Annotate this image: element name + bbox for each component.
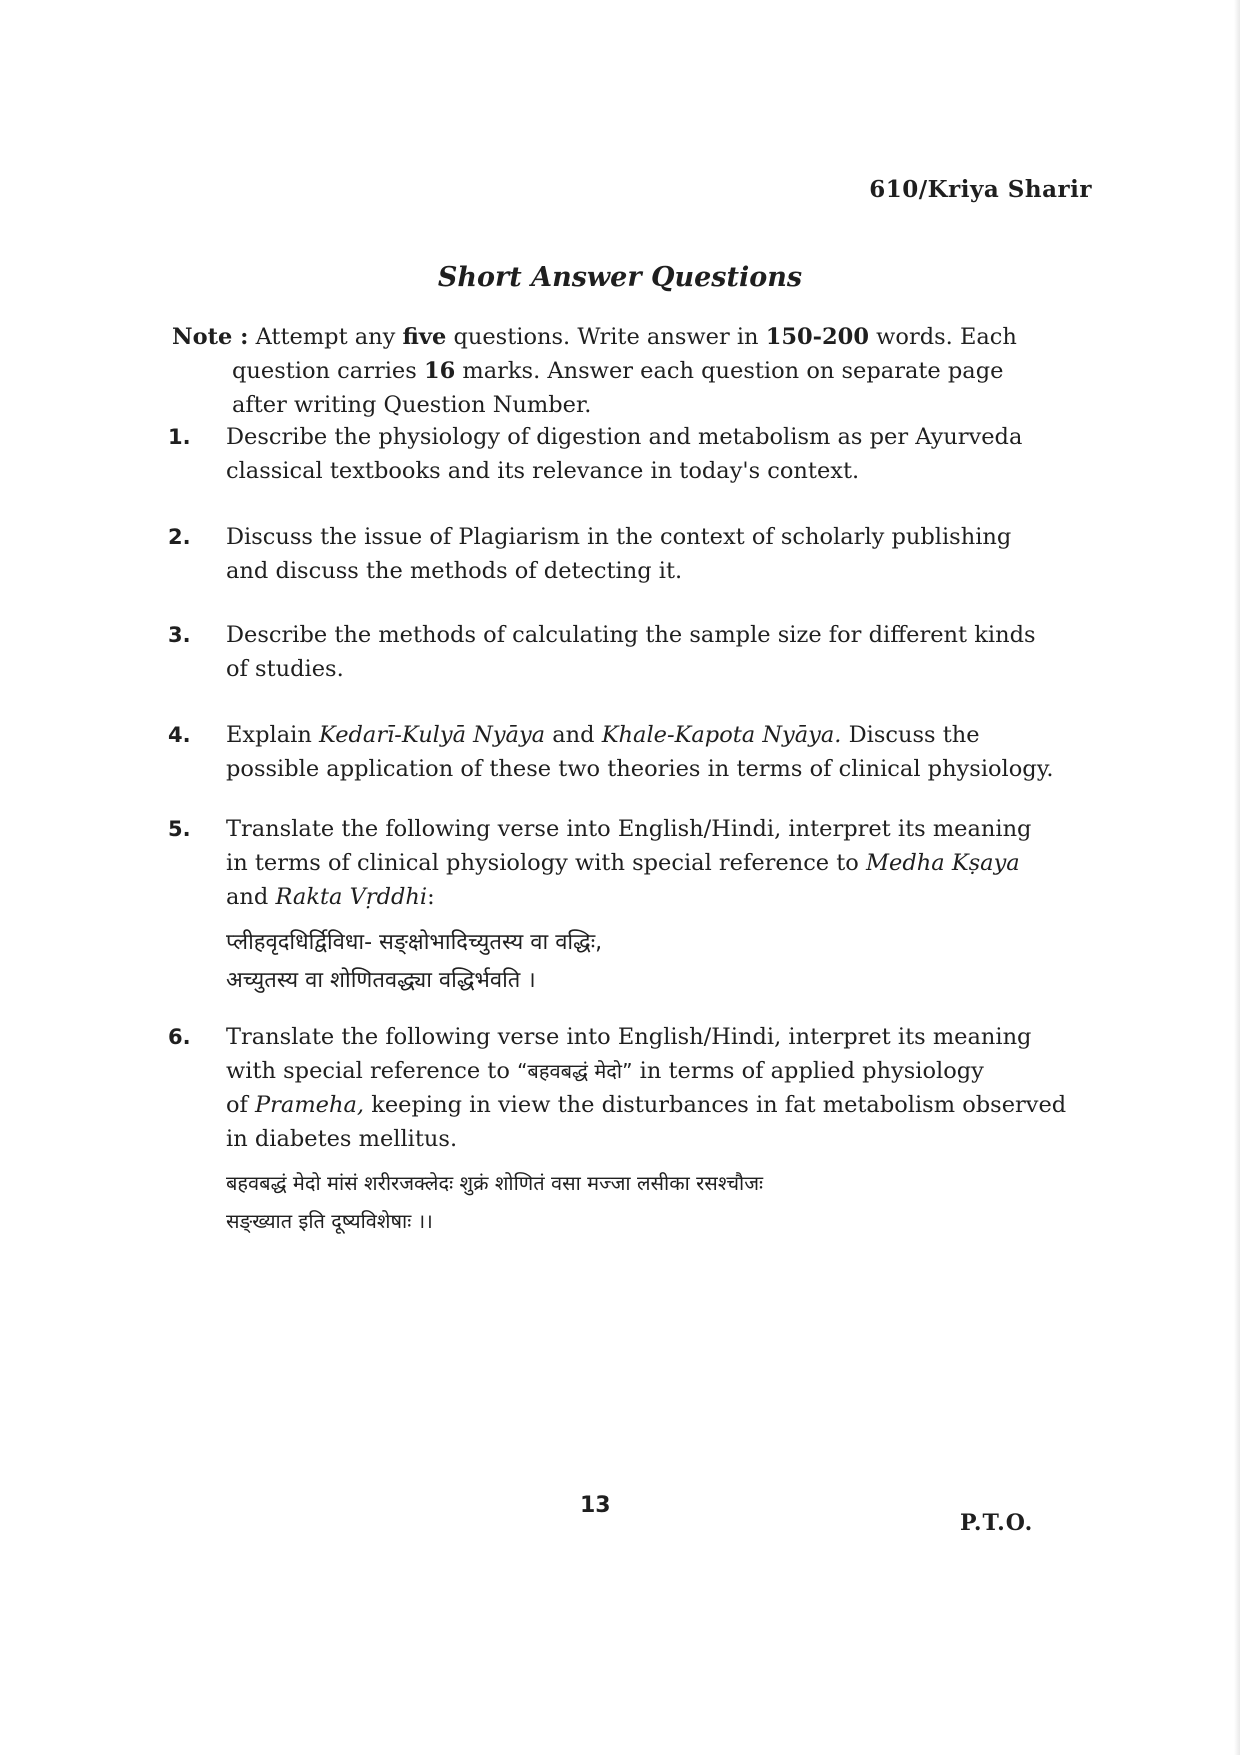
question-line: in diabetes mellitus. xyxy=(226,1126,458,1152)
question-number: 5. xyxy=(168,817,191,841)
question-fragment: and xyxy=(552,722,595,748)
question-fragment: with special reference to xyxy=(226,1058,510,1084)
question-line: Translate the following verse into English/Hindi, interpret its meaning xyxy=(226,1024,1032,1050)
sanskrit-term: Rakta Vṛddhi xyxy=(275,884,428,910)
question-number: 2. xyxy=(168,525,191,549)
question-line: possible application of these two theories in terms of clinical physiology. xyxy=(226,756,1054,782)
question-line xyxy=(226,880,1088,914)
scan-edge-shadow xyxy=(1234,0,1240,1755)
question-fragment: and xyxy=(226,884,269,910)
question-text xyxy=(226,420,1088,488)
sanskrit-term: Khale-Kapota Nyāya. xyxy=(601,722,842,748)
note-text: words. Each xyxy=(876,324,1017,350)
question-text xyxy=(226,618,1088,686)
note-count: five xyxy=(402,324,447,350)
note-text: question carries xyxy=(232,358,417,384)
question-fragment: Discuss the xyxy=(848,722,980,748)
question-fragment: : xyxy=(427,884,435,910)
paper-code: 610/Kriya Sharir xyxy=(869,176,1092,203)
note-line-2 xyxy=(172,354,1087,388)
sanskrit-term: Kedarī-Kulyā Nyāya xyxy=(318,722,546,748)
question-fragment: Explain xyxy=(226,722,312,748)
note-word-limit: 150-200 xyxy=(765,324,869,350)
note-text: Attempt any xyxy=(255,324,396,350)
question-line xyxy=(226,1054,1088,1088)
question-text xyxy=(226,1020,1088,1240)
instructions-note xyxy=(172,320,1087,422)
question-line xyxy=(226,1088,1088,1122)
question-line: Discuss the issue of Plagiarism in the context of scholarly publishing xyxy=(226,524,1012,550)
question-number: 6. xyxy=(168,1025,191,1049)
question-line: Describe the methods of calculating the sample size for different kinds xyxy=(226,622,1036,648)
sanskrit-term: Medha Kṣaya xyxy=(866,850,1020,876)
question-line: Translate the following verse into English/Hindi, interpret its meaning xyxy=(226,816,1032,842)
please-turn-over: P.T.O. xyxy=(960,1510,1034,1536)
question-number: 1. xyxy=(168,425,191,449)
note-line-1 xyxy=(172,324,1017,350)
sanskrit-term: Prameha, xyxy=(255,1092,365,1118)
question-fragment: in terms of applied physiology xyxy=(639,1058,984,1084)
note-line-3: after writing Question Number. xyxy=(232,392,592,418)
sanskrit-verse-line: सङ्ख्यात इति दूष्यविशेषाः ।। xyxy=(226,1209,433,1233)
question-number: 4. xyxy=(168,723,191,747)
sanskrit-verse-line: प्लीहवृदधिर्द्विविधा- सङ्क्षोभादिच्युतस्य वा वद्धिः, xyxy=(226,930,603,955)
sanskrit-quote: “बहवबद्धं मेदो” xyxy=(517,1059,633,1083)
question-line: classical textbooks and its relevance in today's context. xyxy=(226,458,860,484)
note-marks: 16 xyxy=(423,358,456,384)
note-text: marks. Answer each question on separate page xyxy=(462,358,1004,384)
question-line: Describe the physiology of digestion and metabolism as per Ayurveda xyxy=(226,424,1023,450)
question-line xyxy=(226,718,1088,752)
page-number: 13 xyxy=(580,1493,611,1518)
question-text xyxy=(226,812,1088,1000)
question-fragment: keeping in view the disturbances in fat metabolism observed xyxy=(371,1092,1067,1118)
question-number: 3. xyxy=(168,623,191,647)
note-text: questions. Write answer in xyxy=(453,324,759,350)
question-line xyxy=(226,846,1088,880)
section-title: Short Answer Questions xyxy=(437,262,803,293)
question-text xyxy=(226,718,1088,786)
question-fragment: in terms of clinical physiology with special reference to xyxy=(226,850,859,876)
question-text xyxy=(226,520,1088,588)
sanskrit-verse-line: अच्युतस्य वा शोणितवद्ध्या वद्धिर्भवति । xyxy=(226,968,536,993)
question-line: and discuss the methods of detecting it. xyxy=(226,558,683,584)
question-line: of studies. xyxy=(226,656,344,682)
note-label: Note : xyxy=(172,324,249,350)
question-fragment: of xyxy=(226,1092,248,1118)
sanskrit-verse-line: बहवबद्धं मेदो मांसं शरीरजक्लेदः शुक्रं शोणितं वसा मज्जा लसीका रसश्चौजः xyxy=(226,1171,764,1195)
